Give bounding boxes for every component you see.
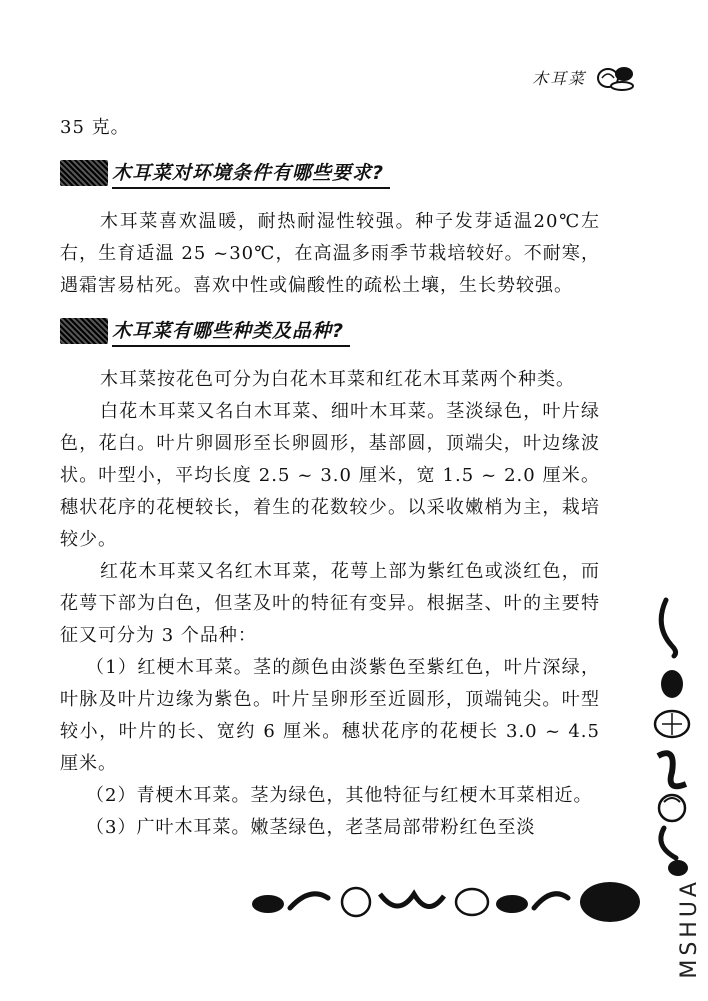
vegetable-logo-icon — [596, 62, 636, 92]
environment-paragraph: 木耳菜喜欢温暖，耐热耐湿性较强。种子发芽适温20℃左右，生育适温 25 ~30℃，在高温多雨季节栽培较好。不耐寒，遇霜害易枯死。喜欢中性或偏酸性的疏松土壤，生长势较强。 — [60, 211, 600, 296]
section-title-environment: 木耳菜对环境条件有哪些要求? — [112, 158, 390, 189]
heading-marker-icon — [60, 160, 108, 186]
watermark: MSHUA — [677, 878, 702, 979]
section-heading-varieties — [60, 316, 600, 346]
page-body — [60, 112, 600, 844]
header-title: 木耳菜 — [531, 68, 586, 88]
variety-item-1: （1）红梗木耳菜。茎的颜色由淡紫色至紫红色，叶片深绿，叶脉及叶片边缘为紫色。叶片呈卵形至近圆形，顶端钝尖。叶型较小，叶片的长、宽约 6 厘米。穗状花序的花梗长 3.0 ~ 4.5 厘米。 — [60, 657, 600, 774]
section-title-varieties: 木耳菜有哪些种类及品种? — [112, 316, 350, 347]
varieties-paragraph-1: 木耳菜按花色可分为白花木耳菜和红花木耳菜两个种类。 — [100, 369, 575, 390]
page-header — [532, 62, 636, 92]
section-heading-environment — [60, 158, 600, 188]
variety-item-3: （3）广叶木耳菜。嫩茎绿色，老茎局部带粉红色至淡 — [86, 817, 536, 838]
heading-marker-icon — [60, 318, 108, 344]
varieties-paragraph-3: 红花木耳菜又名红木耳菜，花萼上部为紫红色或淡红色，而花萼下部为白色，但茎及叶的特征有变异。根据茎、叶的主要特征又可分为 3 个品种： — [60, 561, 600, 646]
varieties-paragraph-2: 白花木耳菜又名白木耳菜、细叶木耳菜。茎淡绿色，叶片绿色，花白。叶片卵圆形至长卵圆形，基部圆，顶端尖，叶边缘波状。叶型小，平均长度 2.5 ~ 3.0 厘米，宽 1.5 ~ 2.0 厘米。穗状花序的花梗较长，着生的花数较少。以采收嫩梢为主，栽培较少。 — [60, 401, 600, 550]
vegetable-decoration-icon — [250, 876, 640, 926]
variety-item-2: （2）青梗木耳菜。茎为绿色，其他特征与红梗木耳菜相近。 — [86, 785, 593, 806]
intro-fragment: 35 克。 — [60, 117, 130, 138]
vegetable-decoration-icon — [642, 596, 702, 876]
